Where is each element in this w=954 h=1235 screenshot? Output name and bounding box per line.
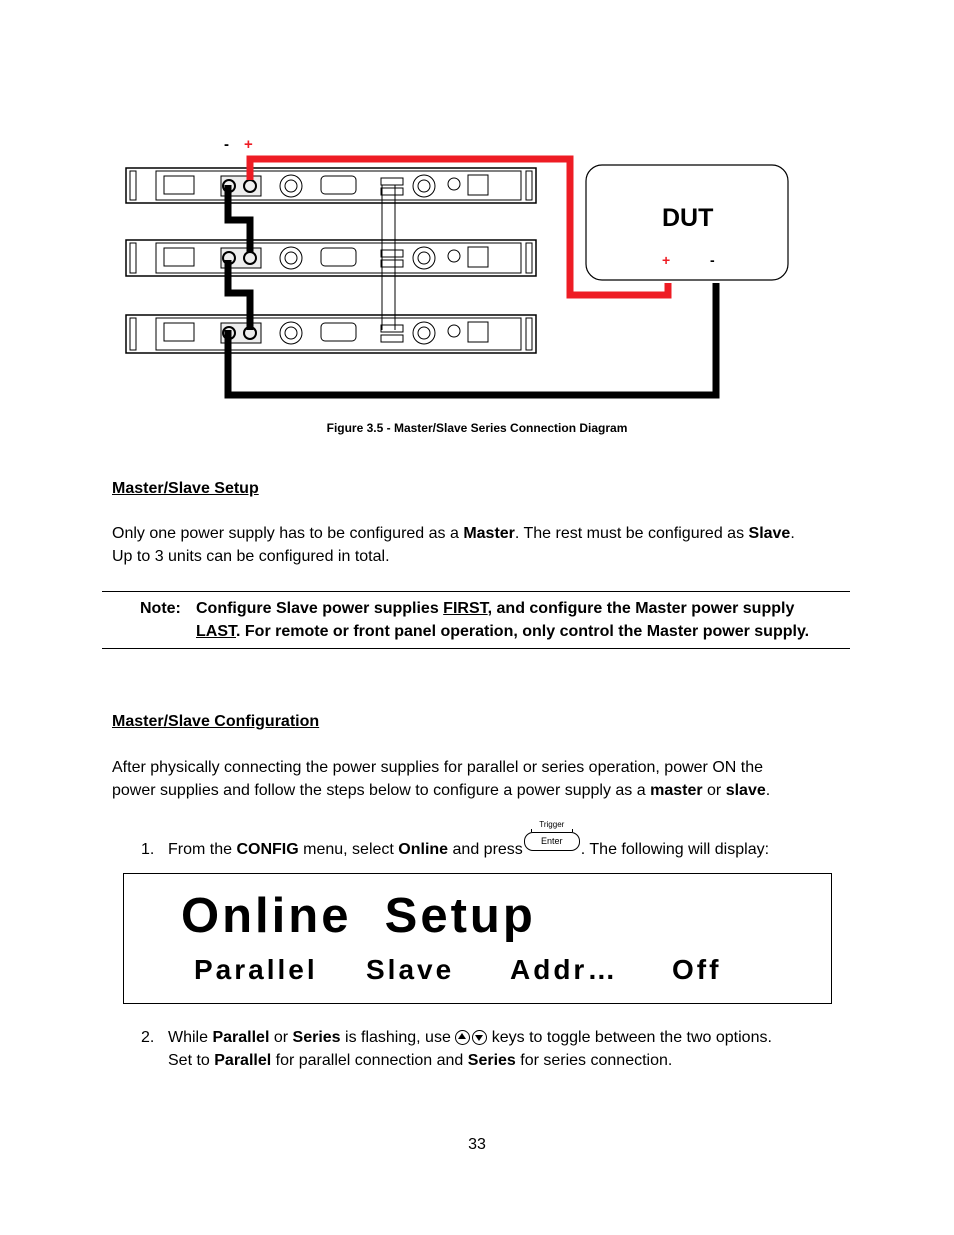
- section-heading-master-slave-configuration: Master/Slave Configuration: [112, 713, 320, 730]
- text: , and configure the Master power supply: [487, 600, 795, 617]
- text: Only one power supply has to be configured as a: [112, 525, 464, 542]
- text: Set to: [168, 1052, 215, 1069]
- step-1-text: [168, 820, 770, 861]
- text: From the: [168, 841, 237, 858]
- top-minus-label: -: [224, 136, 229, 153]
- figure-caption: Figure 3.5 - Master/Slave Series Connection Diagram: [326, 421, 628, 435]
- bold-master: Master: [463, 525, 515, 542]
- text: . For remote or front panel operation, only control the Master power supply.: [236, 623, 810, 640]
- text: .: [790, 525, 795, 542]
- text: power supplies and follow the steps below to configure a power supply as a: [112, 782, 651, 799]
- enter-key-icon: [523, 820, 581, 854]
- up-arrow-key-icon: [455, 1030, 470, 1045]
- bold-master: master: [650, 782, 703, 799]
- text: menu, select: [298, 841, 399, 858]
- lcd-display: [123, 873, 832, 1004]
- text: After physically connecting the power supplies for parallel or series operation, power ON the: [112, 759, 763, 776]
- enter-key-label: Enter: [524, 832, 580, 851]
- text: .: [765, 782, 771, 799]
- configuration-paragraph: [112, 756, 852, 802]
- text: keys to toggle between the two options.: [487, 1029, 772, 1046]
- bold-slave: Slave: [748, 525, 791, 542]
- text: . The following will display:: [580, 841, 770, 858]
- bold-series: Series: [467, 1052, 516, 1069]
- power-supply-unit-3: [126, 315, 536, 353]
- bold-config: CONFIG: [236, 841, 299, 858]
- last-emphasis: LAST: [196, 623, 236, 640]
- text: Configure Slave power supplies: [196, 600, 444, 617]
- note-label: Note:: [140, 600, 181, 617]
- note-bottom-rule: [102, 648, 850, 649]
- section-heading-master-slave-setup: Master/Slave Setup: [112, 480, 259, 497]
- power-supply-unit-2: [126, 240, 536, 276]
- dut-minus-label: -: [710, 252, 715, 268]
- down-arrow-key-icon: [472, 1030, 487, 1045]
- text: or: [269, 1029, 293, 1046]
- text: Up to 3 units can be configured in total.: [112, 548, 390, 565]
- bold-online: Online: [398, 841, 449, 858]
- text: and press: [448, 841, 523, 858]
- lcd-item-addr: Addr…: [510, 954, 619, 985]
- lcd-item-off: Off: [672, 954, 722, 985]
- dut-label: DUT: [662, 204, 714, 232]
- note-text: [196, 597, 846, 643]
- trigger-label: Trigger: [523, 820, 581, 829]
- series-connection-diagram: [110, 125, 800, 410]
- text: is flashing, use: [340, 1029, 456, 1046]
- first-emphasis: FIRST: [443, 600, 488, 617]
- dut-plus-label: +: [662, 252, 671, 268]
- bold-series: Series: [292, 1029, 341, 1046]
- text: for parallel connection and: [271, 1052, 468, 1069]
- step-2-number: 2.: [141, 1029, 155, 1046]
- lcd-item-slave: Slave: [366, 954, 455, 985]
- lcd-line-1: Online Setup: [181, 889, 536, 943]
- bold-parallel: Parallel: [214, 1052, 272, 1069]
- text: or: [702, 782, 726, 799]
- lcd-item-parallel: Parallel: [194, 954, 318, 985]
- text: While: [168, 1029, 213, 1046]
- note-top-rule: [102, 591, 850, 592]
- step-1-number: 1.: [141, 841, 155, 858]
- power-supply-unit-1: [126, 168, 536, 203]
- top-plus-label: +: [244, 136, 253, 153]
- bold-parallel: Parallel: [212, 1029, 270, 1046]
- text: for series connection.: [515, 1052, 673, 1069]
- step-2-text: [168, 1026, 848, 1072]
- page-number: 33: [468, 1136, 486, 1153]
- bold-slave: slave: [725, 782, 766, 799]
- text: . The rest must be configured as: [514, 525, 749, 542]
- setup-paragraph: [112, 522, 852, 568]
